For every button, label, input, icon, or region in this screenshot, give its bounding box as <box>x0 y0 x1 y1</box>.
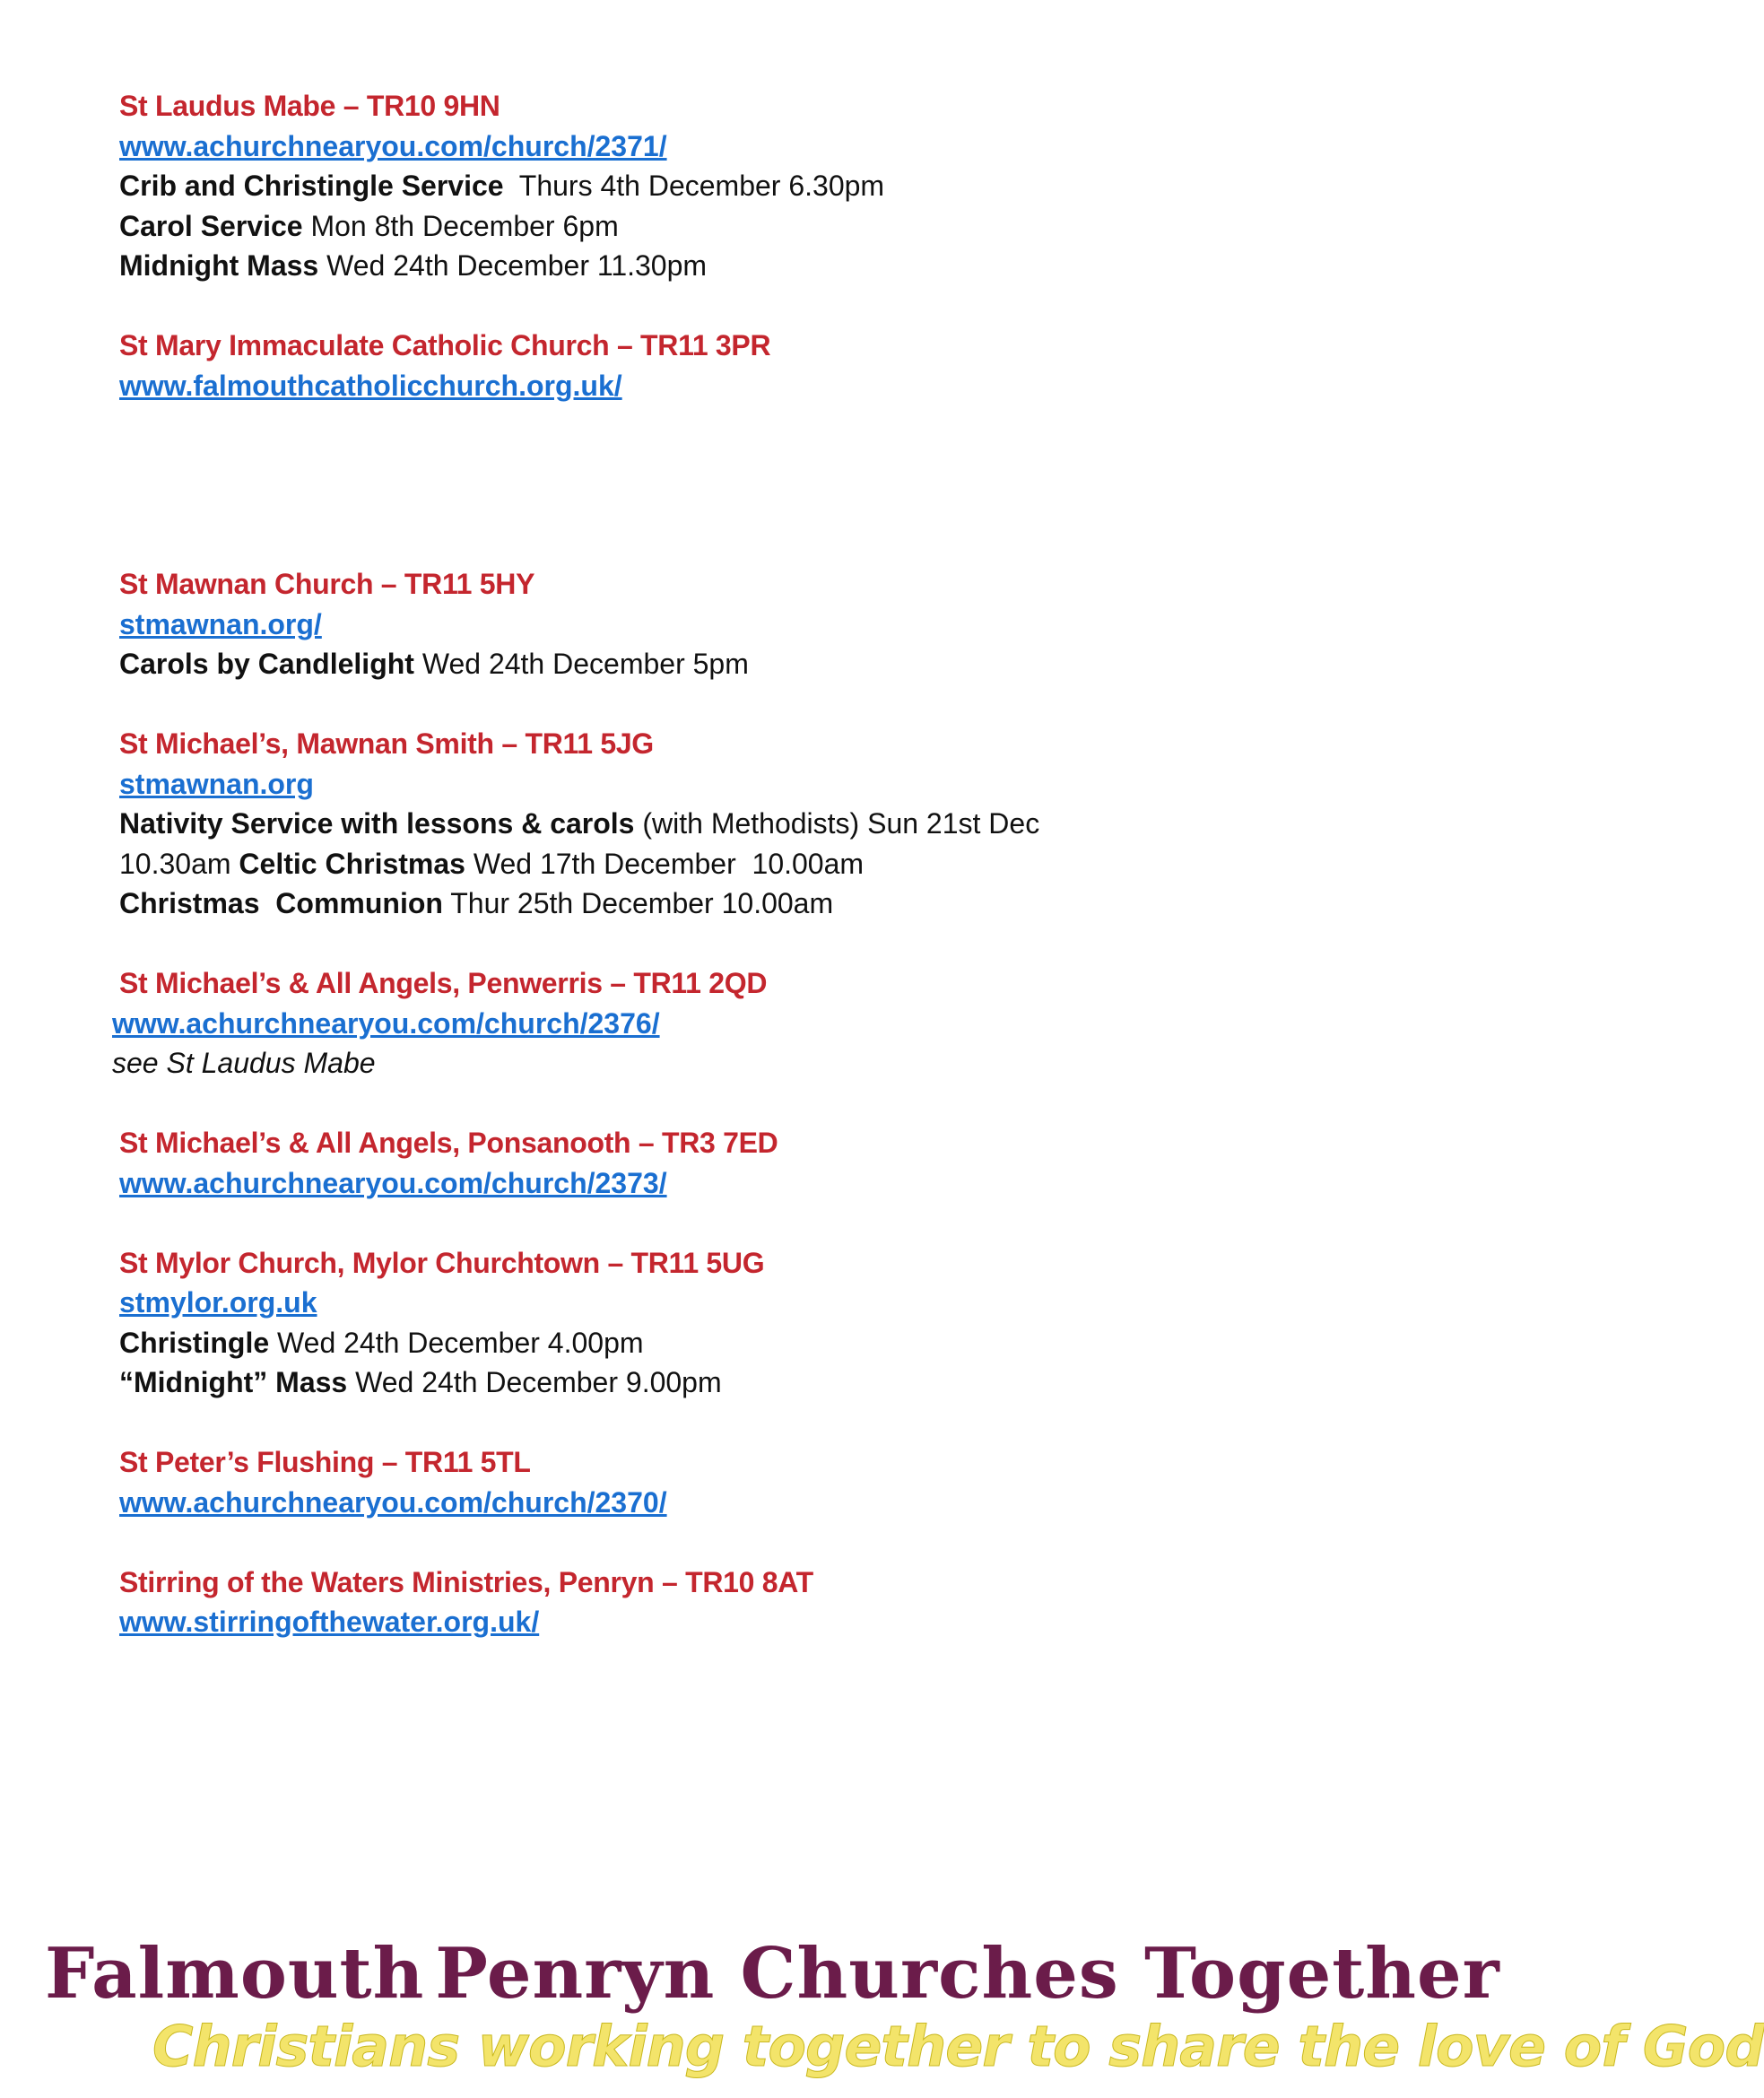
church-entry-st-peters-flushing <box>119 1442 1375 1522</box>
church-entry-st-michaels-mawnan-smith <box>119 724 1375 924</box>
service-line <box>119 1362 1375 1403</box>
service-line <box>119 1323 1375 1363</box>
church-website-link[interactable]: www.achurchnearyou.com/church/2371/ <box>119 129 667 162</box>
service-title: “Midnight” Mass <box>119 1366 348 1398</box>
church-website-link[interactable]: www.achurchnearyou.com/church/2373/ <box>119 1166 667 1199</box>
cross-reference-note: see St Laudus Mabe <box>112 1047 376 1079</box>
church-entry-st-mylor <box>119 1243 1375 1403</box>
service-line <box>119 844 1375 884</box>
service-time: Mon 8th December 6pm <box>302 209 619 242</box>
church-name: St Peter’s Flushing – TR11 5TL <box>119 1446 531 1478</box>
brand-title-left: Falmouth <box>45 1932 425 2015</box>
service-time: Thurs 4th December 6.30pm <box>503 170 885 202</box>
service-time: Wed 17th December 10.00am <box>465 847 865 880</box>
service-title: Crib and Christingle Service <box>119 170 504 202</box>
church-name: St Mawnan Church – TR11 5HY <box>119 568 535 600</box>
church-website-link[interactable]: www.achurchnearyou.com/church/2376/ <box>112 1006 660 1040</box>
service-title: Carols by Candlelight <box>119 648 414 680</box>
church-entry-stirring-of-the-waters <box>119 1563 1375 1642</box>
service-time: 10.30am <box>119 847 239 880</box>
brand-title <box>45 1928 1500 2018</box>
service-title: Nativity Service with lessons & carols <box>119 807 635 840</box>
service-line <box>119 884 1375 924</box>
church-entry-st-laudus-mabe <box>119 86 1375 286</box>
church-website-link[interactable]: www.falmouthcatholicchurch.org.uk/ <box>119 369 622 402</box>
church-name: St Michael’s & All Angels, Penwerris – TR11 2QD <box>119 967 768 999</box>
service-time: Wed 24th December 11.30pm <box>318 249 708 282</box>
church-name: Stirring of the Waters Ministries, Penryn – TR10 8AT <box>119 1565 813 1598</box>
service-time: Thur 25th December 10.00am <box>442 887 834 919</box>
church-name: St Mary Immaculate Catholic Church – TR11 3PR <box>119 329 771 361</box>
church-list <box>112 86 1375 1682</box>
footer-logo <box>45 1928 1764 2090</box>
tagline: Christians working together to share the love of God <box>152 2014 1764 2079</box>
church-website-link[interactable]: stmawnan.org <box>119 767 314 800</box>
service-time: Wed 24th December 4.00pm <box>269 1326 644 1359</box>
service-title: Christmas Communion <box>119 887 443 919</box>
church-entry-penwerris <box>112 963 1375 1084</box>
brand-title-right: Penryn Churches Together <box>435 1932 1500 2015</box>
church-name: St Laudus Mabe – TR10 9HN <box>119 90 500 122</box>
church-entry-ponsanooth <box>119 1123 1375 1203</box>
service-line <box>119 804 1375 844</box>
church-website-link[interactable]: www.stirringofthewater.org.uk/ <box>119 1606 540 1638</box>
service-time: Wed 24th December 9.00pm <box>347 1366 722 1398</box>
church-name: St Mylor Church, Mylor Churchtown – TR11 5UG <box>119 1246 765 1279</box>
service-time: Wed 24th December 5pm <box>413 648 749 680</box>
service-line <box>119 644 1375 684</box>
church-website-link[interactable]: www.achurchnearyou.com/church/2370/ <box>119 1485 667 1519</box>
church-website-link[interactable]: stmawnan.org/ <box>119 607 322 640</box>
service-title: Celtic Christmas <box>239 847 465 880</box>
service-time: (with Methodists) Sun 21st Dec <box>634 807 1040 840</box>
service-title: Carol Service <box>119 209 303 242</box>
service-title: Midnight Mass <box>119 249 319 282</box>
church-website-link[interactable]: stmylor.org.uk <box>119 1286 317 1319</box>
service-line <box>119 246 1375 286</box>
church-name: St Michael’s & All Angels, Ponsanooth – TR3 7ED <box>119 1127 778 1159</box>
service-line <box>119 206 1375 247</box>
church-entry-st-mawnan <box>119 564 1375 684</box>
service-line <box>119 166 1375 206</box>
church-entry-st-mary-immaculate <box>119 326 1375 405</box>
church-name: St Michael’s, Mawnan Smith – TR11 5JG <box>119 727 654 760</box>
service-title: Christingle <box>119 1326 270 1359</box>
